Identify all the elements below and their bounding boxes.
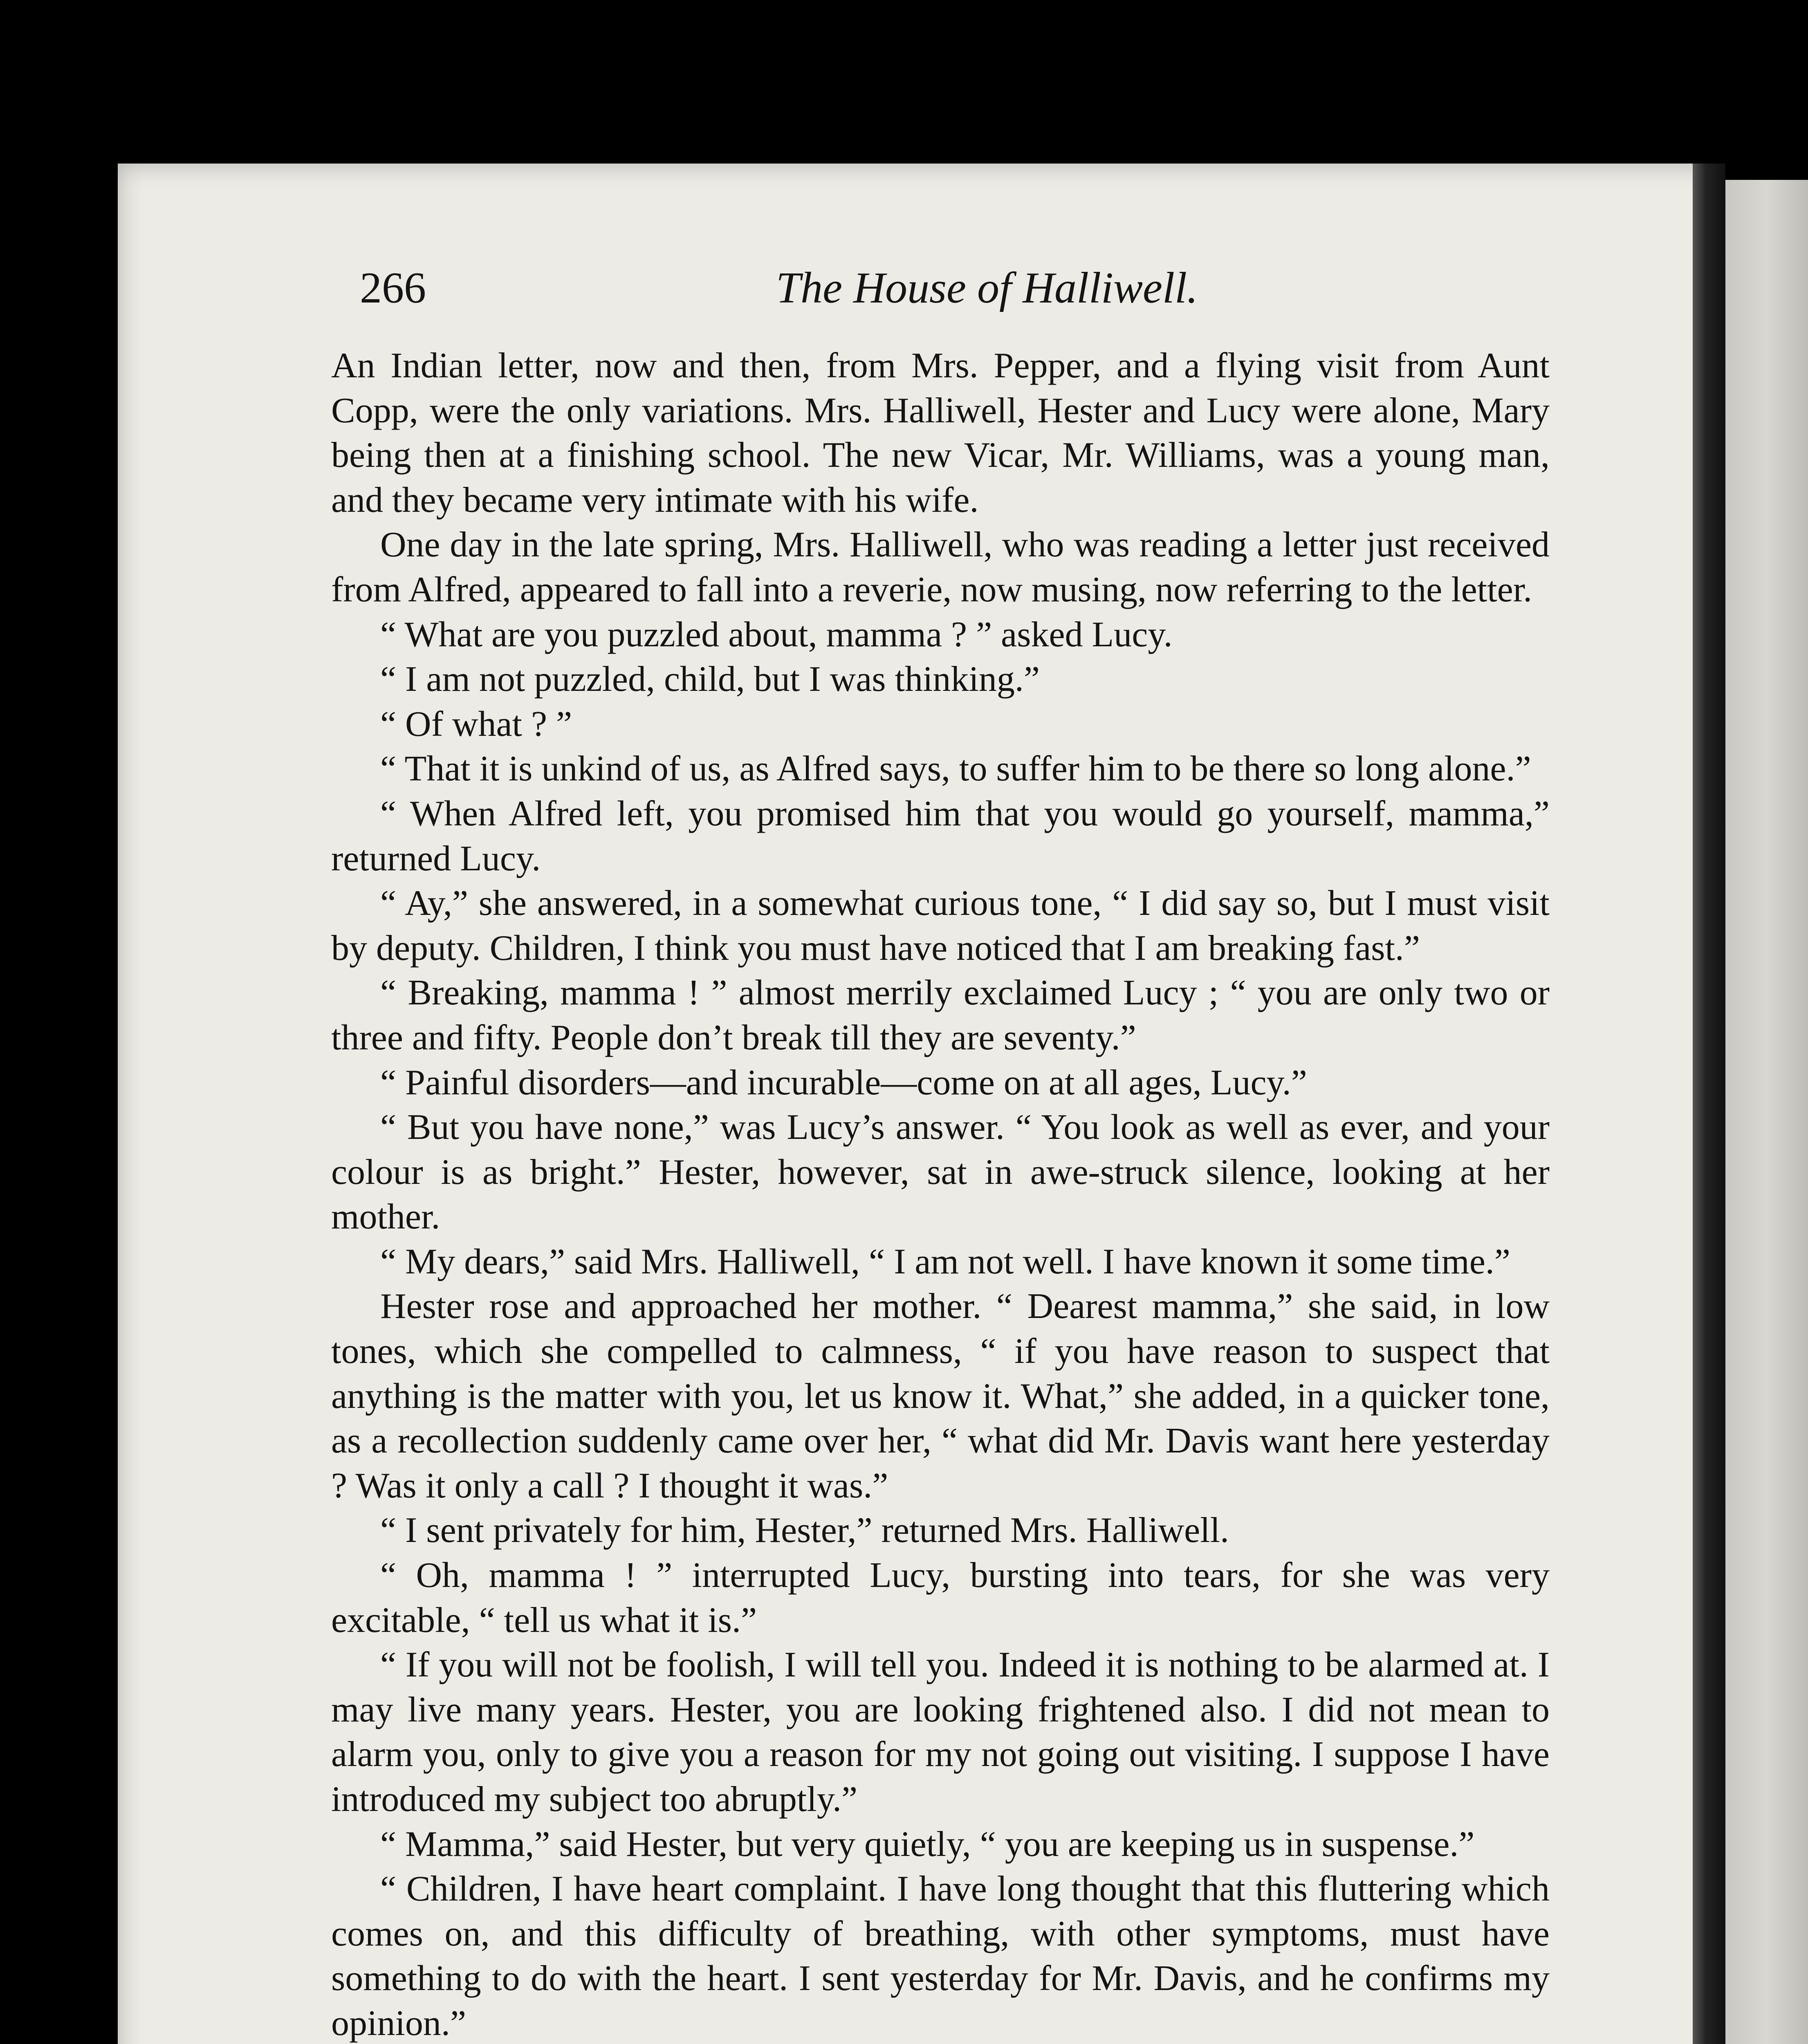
paragraph: “ What are you puzzled about, mamma ? ” asked Lucy.	[380, 614, 1173, 654]
paragraph: “ That it is unkind of us, as Alfred says, to suffer him to be there so long alone.”	[380, 749, 1531, 789]
paragraph: “ If you will not be foolish, I will tell you. Indeed it is nothing to be alarmed at. I may live many years. Hester, you are looking frightened also. I did not mean to alarm you, only to give you a reason for my not going out visiting. I suppose I have introduced my subject too abruptly.”	[331, 1645, 1550, 1819]
paragraph: One day in the late spring, Mrs. Halliwell, who was reading a letter just received from Alfred, appeared to fall into a reverie, now musing, now referring to the letter.	[331, 525, 1550, 610]
paragraph: “ My dears,” said Mrs. Halliwell, “ I am not well. I have known it some time.”	[380, 1242, 1510, 1282]
page-gutter-shadow	[1693, 164, 1725, 2044]
paragraph: “ When Alfred left, you promised him that you would go yourself, mamma,” returned Lucy.	[331, 793, 1550, 879]
paragraph: Hester rose and approached her mother. “ Dearest mamma,” she said, in low tones, which she compelled to calmness, “ if you have reason to suspect that anything is the matter with you, let us know it. What,” she added, in a quicker tone, as a recollection suddenly came over her, “ what did Mr. Davis want here yesterday ? Was it only a call ? I thought it was.”	[331, 1286, 1550, 1506]
running-head	[360, 262, 1198, 315]
running-title: The House of Halliwell.	[776, 264, 1198, 312]
paragraph: “ I sent privately for him, Hester,” returned Mrs. Halliwell.	[380, 1511, 1229, 1551]
paragraph: “ But you have none,” was Lucy’s answer. “ You look as well as ever, and your colour is as bright.” Hester, however, sat in awe-struck silence, looking at her mother.	[331, 1107, 1550, 1237]
paragraph: “ Breaking, mamma ! ” almost merrily exclaimed Lucy ; “ you are only two or three and fifty. People don’t break till they are seventy.”	[331, 973, 1550, 1058]
paragraph: “ Painful disorders—and incurable—come on at all ages, Lucy.”	[380, 1062, 1307, 1103]
page-number: 266	[360, 264, 426, 312]
paragraph: An Indian letter, now and then, from Mrs. Pepper, and a flying visit from Aunt Copp, were the only variations. Mrs. Halliwell, Hester and Lucy were alone, Mary being then at a finishing school. The new Vicar, Mr. Williams, was a young man, and they became very intimate with his wife.	[331, 346, 1550, 520]
paragraph: “ Mamma,” said Hester, but very quietly, “ you are keeping us in suspense.”	[380, 1824, 1475, 1864]
paragraph: “ Of what ? ”	[380, 704, 572, 744]
paragraph: “ I am not puzzled, child, but I was thinking.”	[380, 659, 1040, 699]
paragraph: “ Oh, mamma ! ” interrupted Lucy, bursting into tears, for she was very excitable, “ tell us what it is.”	[331, 1555, 1550, 1640]
facing-page-edge	[1725, 180, 1808, 2044]
body-text	[331, 343, 1550, 2044]
paragraph: “ Ay,” she answered, in a somewhat curious tone, “ I did say so, but I must visit by deputy. Children, I think you must have noticed that I am breaking fast.”	[331, 883, 1550, 968]
paragraph: “ Children, I have heart complaint. I have long thought that this fluttering which comes on, and this difficulty of breathing, with other symptoms, must have something to do with the heart. I sent yesterday for Mr. Davis, and he confirms my opinion.”	[331, 1869, 1550, 2043]
